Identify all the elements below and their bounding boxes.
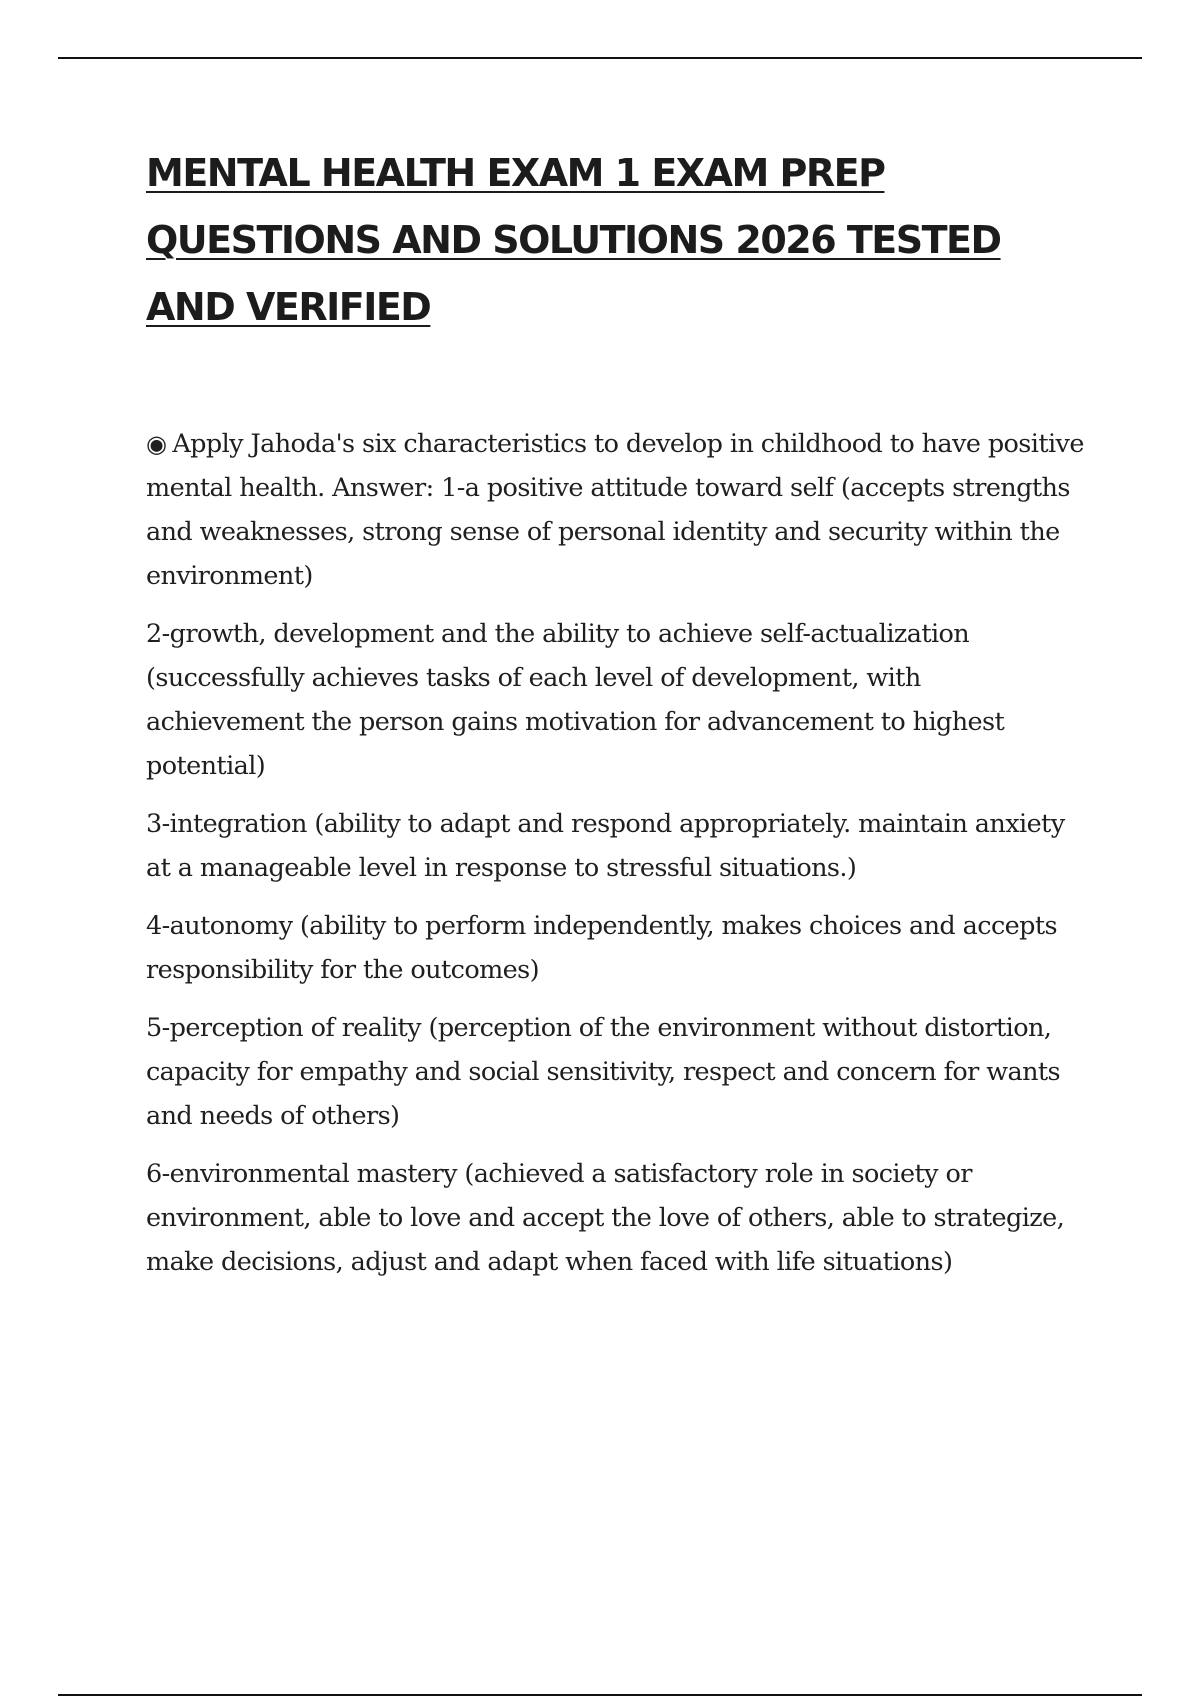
answer-paragraph-5: 5-perception of reality (perception of the environment without distortion, capacity for empathy and social sensitivity, respect and concern for wants and needs of others) bbox=[146, 1013, 1061, 1131]
header-rule bbox=[58, 57, 1142, 59]
document-title: MENTAL HEALTH EXAM 1 EXAM PREP QUESTIONS AND SOLUTIONS 2026 TESTED AND VERIFIED bbox=[146, 151, 1001, 329]
answer-paragraph-6: 6-environmental mastery (achieved a satisfactory role in society or environment, able to love and accept the love of others, able to strategize, make decisions, adjust and adapt when faced with life situations) bbox=[146, 1159, 1065, 1277]
answer-paragraph-2: 2-growth, development and the ability to achieve self-actualization (successfully achieves tasks of each level of development, with achievement the person gains motivation for advancement to highest potential) bbox=[146, 619, 1005, 781]
question-text: Apply Jahoda's six characteristics to develop in childhood to have positive mental health. Answer: 1-a positive attitude toward self (accepts strengths and weaknesses, strong sense of personal identity and security within the environment) bbox=[146, 429, 1084, 591]
question-paragraph bbox=[146, 422, 1086, 598]
document-body bbox=[146, 422, 1086, 1298]
footer-rule bbox=[58, 1694, 1142, 1696]
radio-bullet-icon: ◉ bbox=[146, 430, 167, 458]
answer-paragraph-3: 3-integration (ability to adapt and respond appropriately. maintain anxiety at a manageable level in response to stressful situations.) bbox=[146, 809, 1065, 883]
answer-paragraph-4: 4-autonomy (ability to perform independently, makes choices and accepts responsibility for the outcomes) bbox=[146, 911, 1057, 985]
